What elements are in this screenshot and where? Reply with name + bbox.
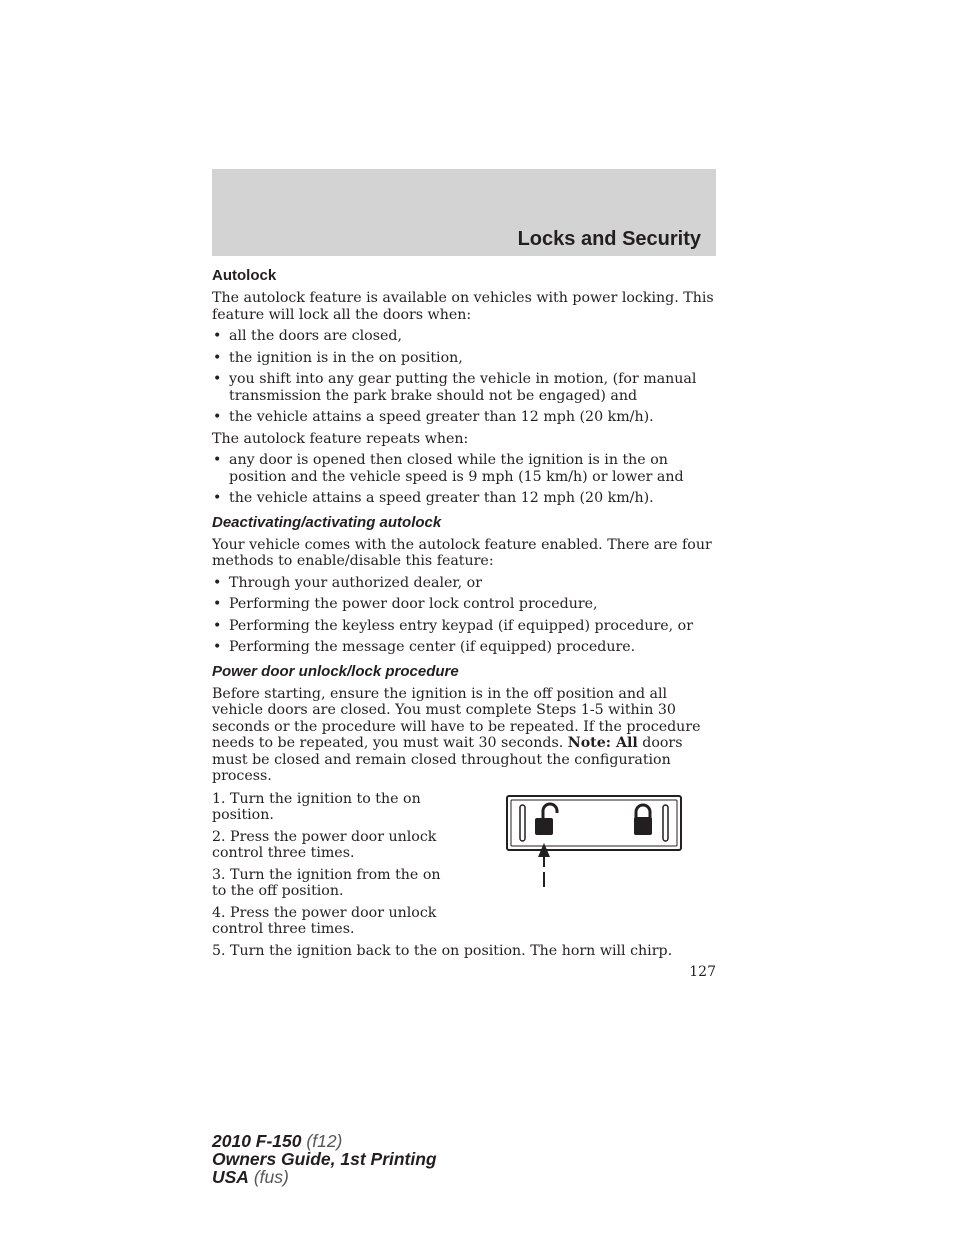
procedure-steps [212,791,457,938]
footer-guide: Owners Guide, 1st Printing [212,1149,437,1169]
procedure-final-step: 5. Turn the ignition back to the on position. The horn will chirp. [212,942,673,959]
autolock-conditions-list [212,328,716,426]
procedure-step: 1. Turn the ignition to the on position. [212,790,421,823]
procedure-intro-text: Before starting, ensure the ignition is in the off position and all vehicle doors are closed. You must complete Steps 1-5 within 30 seconds or the procedure will have to be repeated. If the procedure needs to be repeated, you must wait 30 seconds. [212,685,701,751]
footer-market: USA [212,1167,249,1187]
footer-market-code: (fus) [253,1167,289,1187]
list-item: • Performing the power door lock control procedure, [212,596,716,613]
deactivating-intro: Your vehicle comes with the autolock feature enabled. There are four methods to enable/disable this feature: [212,536,712,569]
deactivating-heading: Deactivating/activating autolock [212,513,442,531]
list-item: • Performing the keyless entry keypad (if equipped) procedure, or [212,618,716,635]
list-item: • all the doors are closed, [212,328,716,345]
autolock-repeats-intro: The autolock feature repeats when: [212,430,469,447]
list-item: • you shift into any gear putting the vehicle in motion, (for manual transmission the park brake should not be engaged) and [212,371,716,404]
footer-model: 2010 F-150 [212,1131,302,1151]
deactivating-methods-list [212,575,716,656]
section-header-band [212,169,716,256]
list-item: • the vehicle attains a speed greater than 12 mph (20 km/h). [212,490,716,507]
page-content [212,266,716,980]
footer [212,1132,437,1186]
procedure-intro [212,686,716,785]
autolock-repeats-list [212,452,716,507]
list-item: • any door is opened then closed while the ignition is in the on position and the vehicle speed is 9 mph (15 km/h) or lower and [212,452,716,485]
autolock-heading: Autolock [212,267,277,284]
list-item: • Performing the message center (if equipped) procedure. [212,639,716,656]
procedure-steps-block [212,791,716,938]
footer-line-market [212,1168,437,1186]
page-number: 127 [689,964,716,980]
procedure-note-label: Note: All [567,735,638,751]
door-lock-switch-illustration [506,795,682,889]
list-item: • the vehicle attains a speed greater than 12 mph (20 km/h). [212,409,716,426]
section-title: Locks and Security [517,228,701,250]
list-item: • the ignition is in the on position, [212,350,716,367]
footer-model-code: (f12) [306,1131,343,1151]
procedure-step: 4. Press the power door unlock control three times. [212,904,437,937]
procedure-step: 3. Turn the ignition from the on to the off position. [212,866,441,899]
procedure-heading: Power door unlock/lock procedure [212,662,459,680]
procedure-step: 2. Press the power door unlock control three times. [212,828,437,861]
footer-line-guide [212,1150,437,1168]
footer-line-model [212,1132,437,1150]
autolock-intro: The autolock feature is available on vehicles with power locking. This feature will lock all the doors when: [212,290,714,323]
list-item: • Through your authorized dealer, or [212,575,716,592]
procedure-intro-tail: doors must be closed and remain closed throughout the configuration process. [212,735,683,784]
